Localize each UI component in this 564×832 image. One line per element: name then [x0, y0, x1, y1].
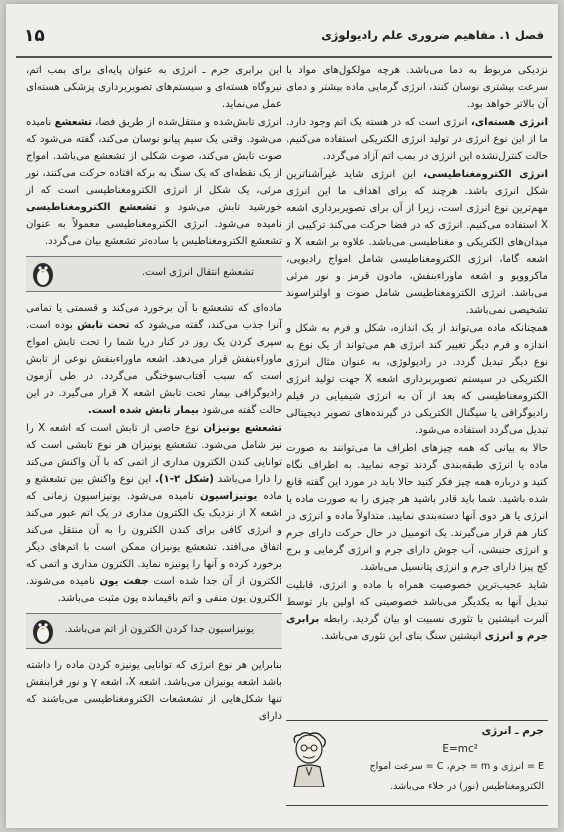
callout-box — [26, 613, 282, 649]
left-column — [26, 62, 282, 806]
callout-box — [26, 256, 282, 292]
callout-text: تشعشع انتقال انرژی است. — [141, 267, 254, 278]
paragraph: این برابری جرم ـ انرژی به عنوان پایه‌ای برای بمب اتم، نیروگاه هسته‌ای و سیستم‌های تصویربرداری پزشکی هسته‌ای عمل می‌نماید. — [26, 65, 282, 110]
einstein-icon — [290, 731, 328, 787]
formula-line: الکترومغناطیس (نور) در خلاء می‌باشد. — [390, 781, 544, 792]
paragraph: شاید عجیب‌ترین خصوصیت همراه با ماده و انرژی، قابلیت تبدیل آنها به یکدیگر می‌باشد خصوصیتی که اولین بار توسط آلبرت انیشتین با تئوری نسبیت او بیان گردید. رابطه برابری جرم و انرژی انیشتین سنگ بنای این تئوری می‌باشد. — [286, 580, 548, 642]
formula-equation: E=mc² — [442, 743, 478, 755]
penguin-icon — [28, 615, 58, 645]
page-header — [16, 18, 552, 58]
paragraph: انرژی هسته‌ای، انرژی است که در هسته یک اتم وجود دارد. ما از این نوع انرژی در تولید انرژی الکتریکی استفاده می‌کنیم. حالت کنترل‌نشده این انرژی در بمب اتم آزاد می‌گردد. — [286, 117, 548, 162]
formula-line: E = انرژی و m = جرم، C = سرعت امواج — [369, 761, 544, 772]
penguin-icon — [28, 258, 58, 288]
formula-box — [286, 720, 548, 806]
book-page — [6, 4, 558, 828]
callout-text: یونیزاسیون جدا کردن الکترون از اتم می‌باشد. — [64, 624, 254, 635]
paragraph: انرژی تابش‌شده و منتقل‌شده از طریق فضا، تشعشع نامیده می‌شود. وقتی یک سیم پیانو نوسان می‌کند، گفته می‌شود که صوت تابش می‌کند، صوت شکلی از تشعشع می‌باشد. امواج از یک نقطه‌ای که یک سنگ به برکه افتاده حرکت می‌کنند، نور مرئی، یک شکل از انرژی الکترومغناطیسی است که از خورشید تابش می‌شود و تشعشع الکترومغناطیسی نامیده می‌شود. انرژی الکترومغناطیسی معمولاً به عنوان تشعشع الکترومغناطیس یا ساده‌تر تشعشع بیان می‌گردد. — [26, 117, 283, 247]
paragraph: نزدیکی مربوط به دما می‌باشد. هرچه مولکول‌های مواد با سرعت بیشتری نوسان کنند، انرژی گرمایی ماده بیشتر و دمای آن بالاتر خواهد بود. — [286, 65, 548, 110]
paragraph: بنابراین هر نوع انرژی که توانایی یونیزه کردن ماده را داشته باشد اشعه یونیزان می‌باشد. اشعه X، اشعه γ و نور فرابنفش تنها شکل‌هایی از تشعشعات الکترومغناطیسی می‌باشند که دارای — [25, 660, 282, 722]
paragraph: حالا به بیانی که همه چیزهای اطراف ما می‌توانند به صورت ماده یا انرژی طبقه‌بندی گردند توجه نمایید. به اطراف نگاه کنید و درباره همه چیز فکر کنید حالا باید در مورد این گفته قانع شده باشید. شما باید قادر باشید هر چیزی را به صورت ماده یا انرژی یا هر دوی آنها دسته‌بندی نمایید. متداولاً ماده و انرژی در کنار هم قرار می‌گیرند. یک اتومبیل در حال حرکت دارای جرم و انرژی جنبشی، آب جوش دارای جرم و انرژی گرمایی و برج کج پیزا دارای جرم و انرژی پتانسیل می‌باشد. — [286, 443, 548, 573]
chapter-title: فصل ۱. مفاهیم ضروری علم رادیولوژی — [321, 28, 544, 42]
paragraph: همچنانکه ماده می‌تواند از یک اندازه، شکل و فرم به شکل و اندازه و فرم دیگر تغییر کند انرژی هم می‌تواند از یک نوع به نوع دیگر تبدیل گردد. در رادیولوژی، به عنوان مثال انرژی الکتریکی در سیستم تصویربرداری اشعه X جهت تولید انرژی الکترومغناطیسی که بعد از آن به انرژی شیمیایی در فیلم رادیوگرافی یا سیگنال الکتریکی در گیرنده‌های تصویر دیجیتالی تبدیل می‌گردد استفاده می‌شود. — [286, 323, 548, 436]
formula-title: جرم ـ انرژی — [481, 725, 544, 737]
right-column — [286, 62, 548, 806]
paragraph: ماده‌ای که تشعشع با آن برخورد می‌کند و قسمتی یا تمامی آنرا جذب می‌کند، گفته می‌شود که تحت تابش بوده است. سپری کردن یک روز در کنار دریا شما را تحت تابش امواج ماوراءبنفش قرار می‌دهد. اشعه ماوراءبنفش نوعی از تابش است که سبب آفتاب‌سوختگی می‌گردد. در طی آزمون رادیوگرافی بیمار تحت تابش اشعه X قرار می‌گیرد. در این حالت گفته می‌شود بیمار تابش شده است. — [26, 303, 283, 416]
page-number: ۱۵ — [24, 26, 45, 46]
paragraph: تشعشع یونیزان نوع خاصی از تابش است که اشعه X را نیز شامل می‌شود. تشعشع یونیزان هر نوع تابشی است که توانایی کندن الکترون مداری از اتمی که با آن واکنش می‌کند را دارا می‌باشد (شکل ۲-۱). این نوع واکنش بین تشعشع و ماده یونیزاسیون نامیده می‌شود. یونیزاسیون زمانی که اشعه X از نزدیک یک الکترون مداری در یک اتم عبور می‌کند و انرژی کافی برای کندن الکترون را به آن منتقل می‌کند اتفاق می‌افتد. تشعشع یونیزان ممکن است با اتم‌های دیگر برخورد کرده و آنها را یونیزه نماید. الکترون مداری و اتمی که الکترون از آن جدا شده است جفت یون نامیده می‌شوند. الکترون یون منفی و اتم باقیمانده یون مثبت می‌باشد. — [26, 423, 282, 604]
paragraph: انرژی الکترومغناطیسی، این انرژی شاید غیرآشناترین شکل انرژی باشد. هرچند که برای اهداف ما این انرژی مهم‌ترین نوع انرژی است، زیرا از آن برای تصویربرداری اشعه X استفاده می‌کنیم. انرژی که در فضا حرکت می‌کند ترکیبی از میدان‌های الکتریکی و مغناطیسی می‌باشد. علاوه بر اشعه X و اشعه گاما، انرژی الکترومغناطیسی شامل امواج رادیویی، ماکروویو و اشعه ماوراءبنفش، مادون قرمز و نور مرئی می‌باشد. انرژی الکترومغناطیسی شامل صوت و اولتراسوند تشخیصی نمی‌باشد. — [286, 169, 549, 316]
